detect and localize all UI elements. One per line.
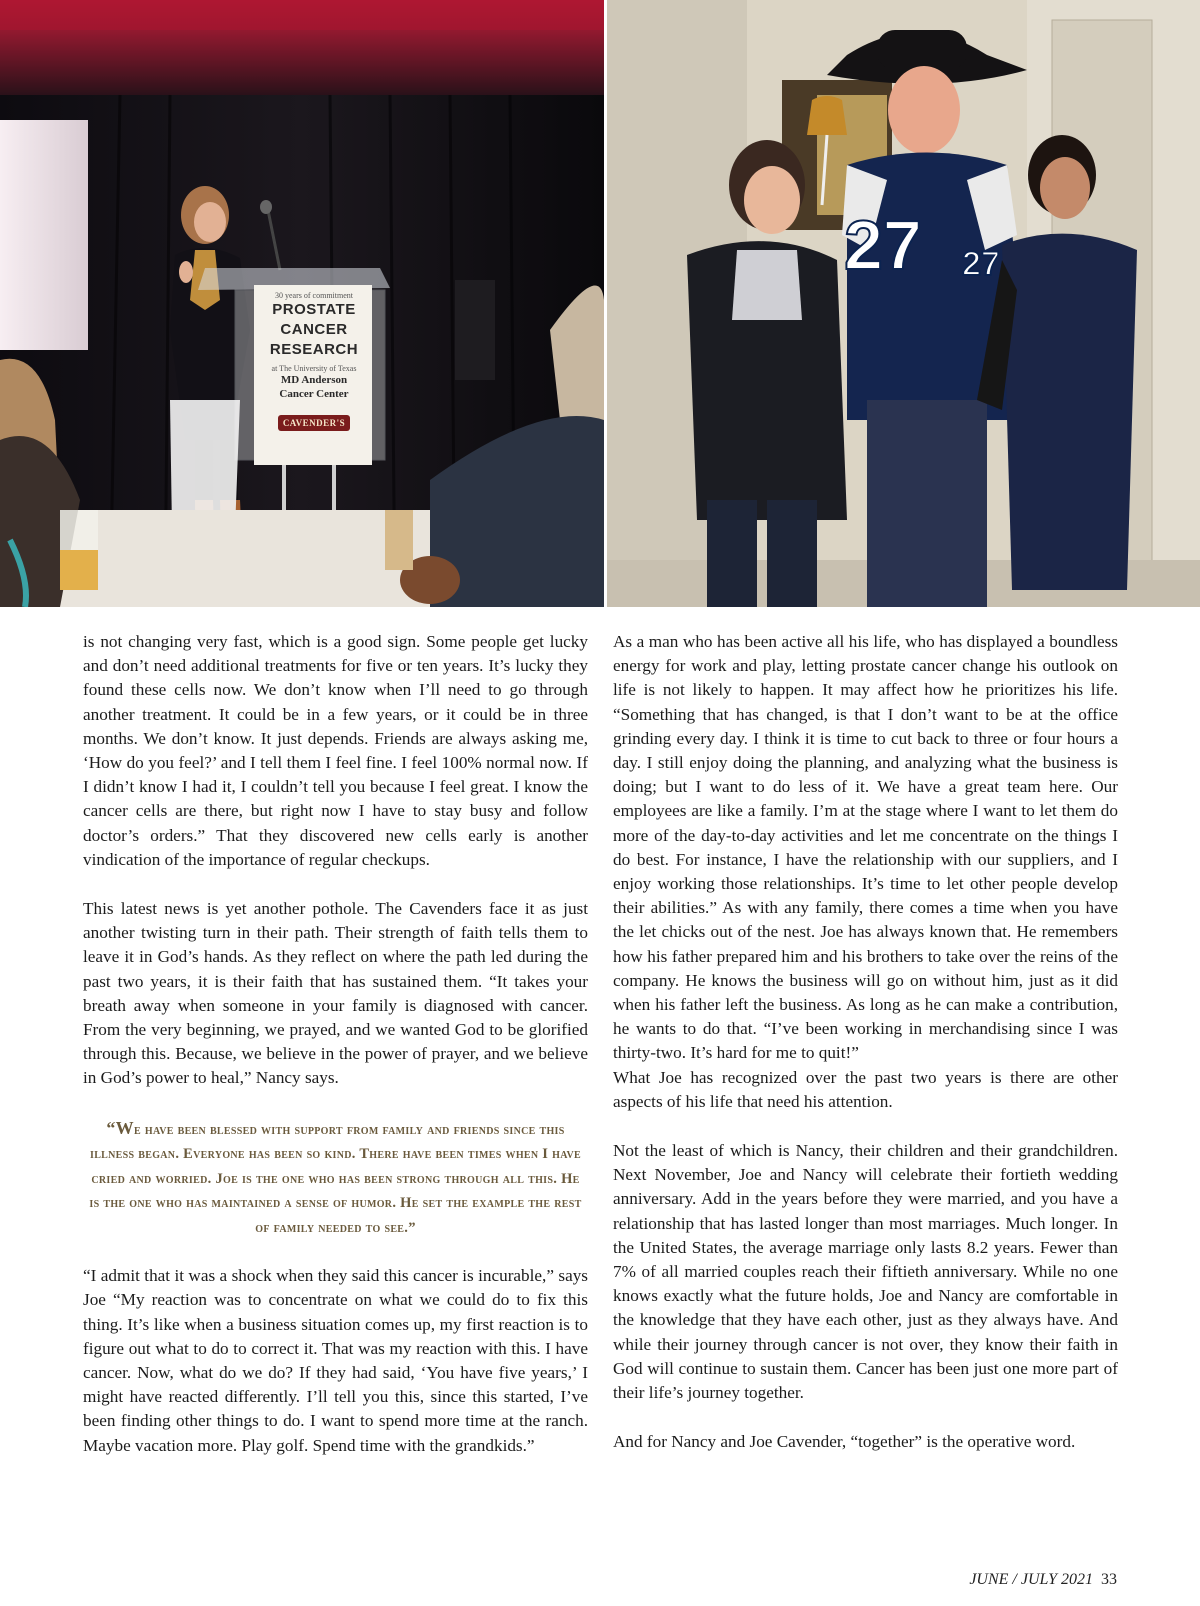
photo-bell-ringing [607, 0, 1200, 607]
podium-sign-institution-1: MD Anderson [280, 374, 348, 386]
article-column-right [613, 630, 1118, 1480]
page-number: 33 [1101, 1571, 1117, 1588]
jersey-number-sleeve: 27 [962, 245, 1000, 283]
article-column-left [83, 630, 588, 1483]
podium-sign-title-3: RESEARCH [269, 341, 359, 358]
photo-speaker-at-podium [0, 0, 604, 607]
article-paragraph: “I admit that it was a shock when they said this cancer is incurable,” says Joe “My reaction was to concentrate on what we could do to fix this thing. It’s like when a business situation comes up, my first reaction is to figure out what to do to correct it. That was my reaction with this. I have cancer. Now, what do we do? If they had said, ‘You have five years,’ I might have reacted differently. I’ll tell you this, since this started, I’ve been finding other things to do. I want to spend more time at the ranch. Maybe vacation more. Play golf. Spend time with the grandkids.” [83, 1266, 588, 1455]
podium-sign [255, 283, 373, 463]
article-paragraph: Not the least of which is Nancy, their children and their grandchildren. Next November, Joe and Nancy will celebrate their fortieth wedding anniversary. Add in the years before they were married, and you have a relationship that has lasted longer than most marriages. Much longer. In the United States, the average marriage only lasts 8.2 years. Fewer than 7% of all married couples reach their fiftieth anniversary. While no one knows exactly what the future holds, Joe and Nancy are comfortable in the knowledge that they have each other, just as they always have. And while their journey through cancer is not over, they know their faith in God will continue to sustain them. Cancer has been just one more part of their life’s journey together. [613, 1141, 1118, 1403]
jersey-number-front: 27 [844, 206, 922, 284]
article-paragraph: As a man who has been active all his life, who has displayed a boundless energy for work and play, letting prostate cancer change his outlook on life is not likely to happen. It may affect how he prioritizes his life. “Something that has changed, is that I don’t want to be at the office grinding every day. I think it is time to cut back to three or four hours a day. I still enjoy doing the planning, and analyzing what the business is doing; but I want to do less of it. We have a great team here. Our employees are like a family. I’m at the stage where I want to let them do more of the day-to-day activities and let me concentrate on the things I do best. For instance, I have the relationship with our suppliers, and I enjoy working those relationships. It’s time to let other people develop their abilities.” As with any family, there comes a time when you have the let chicks out of the nest. Joe has always known that. He remembers how his father prepared him and his brothers to take over the reins of the company. He knows the business will go on without him, just as it did when his father left the business. As long as he can make a contribution, he wants to do that. “I’ve been working in merchandising since I was thirty-two. It’s hard for me to quit!” [613, 632, 1118, 1063]
podium-sign-institution-2: Cancer Center [279, 388, 349, 400]
podium-sign-title-1: PROSTATE [272, 301, 356, 318]
article-paragraph: This latest news is yet another pothole. The Cavenders face it as just another twisting turn in their path. Their strength of faith tells them to leave it in God’s hands. As they reflect on where the path led during the past two years, it is their faith that has sustained them. “It takes your breath away when someone in your family is diagnosed with cancer. From the very beginning, we prayed, and we wanted God to be glorified through this. Because, we believe in the power of prayer, and we believe in God’s power to heal,” Nancy says. [83, 899, 588, 1088]
pull-quote: “We have been blessed with support from family and friends since this illness began. Everyone has been so kind. There have been times when I have cried and worried. Joe is the one who has been strong through all this. He is the one who has maintained a sense of humor. He set the example the rest of family needed to see.” [89, 1117, 582, 1236]
podium-sign-title-2: CANCER [280, 321, 348, 338]
bell-ringing-photo-illustration [607, 0, 1200, 607]
page-folio [969, 1571, 1117, 1589]
podium-sign-affiliation: at The University of Texas [271, 364, 357, 373]
issue-date: JUNE / JULY 2021 [969, 1571, 1093, 1588]
cavenders-logo: CAVENDER'S [278, 415, 350, 431]
article-paragraph: And for Nancy and Joe Cavender, “together” is the operative word. [613, 1432, 1076, 1452]
article-paragraph: What Joe has recognized over the past two years is there are other aspects of his life that need his attention. [613, 1067, 1118, 1111]
podium-sign-tagline: 30 years of commitment [275, 291, 353, 300]
article-paragraph: is not changing very fast, which is a good sign. Some people get lucky and don’t need additional treatments for five or ten years. It’s lucky they found these cells now. We don’t know when I’ll need to go through another treatment. It could be in a few years, or it could be in three months. We don’t know. It just depends. Friends are always asking me, ‘How do you feel?’ and I tell them I feel fine. I feel 100% normal now. If I didn’t know I had it, I couldn’t tell you because I feel great. I know the cancer cells are there, but right now I have to stay busy and follow doctor’s orders.” That they discovered new cells early is another vindication of the importance of regular checkups. [83, 632, 588, 869]
